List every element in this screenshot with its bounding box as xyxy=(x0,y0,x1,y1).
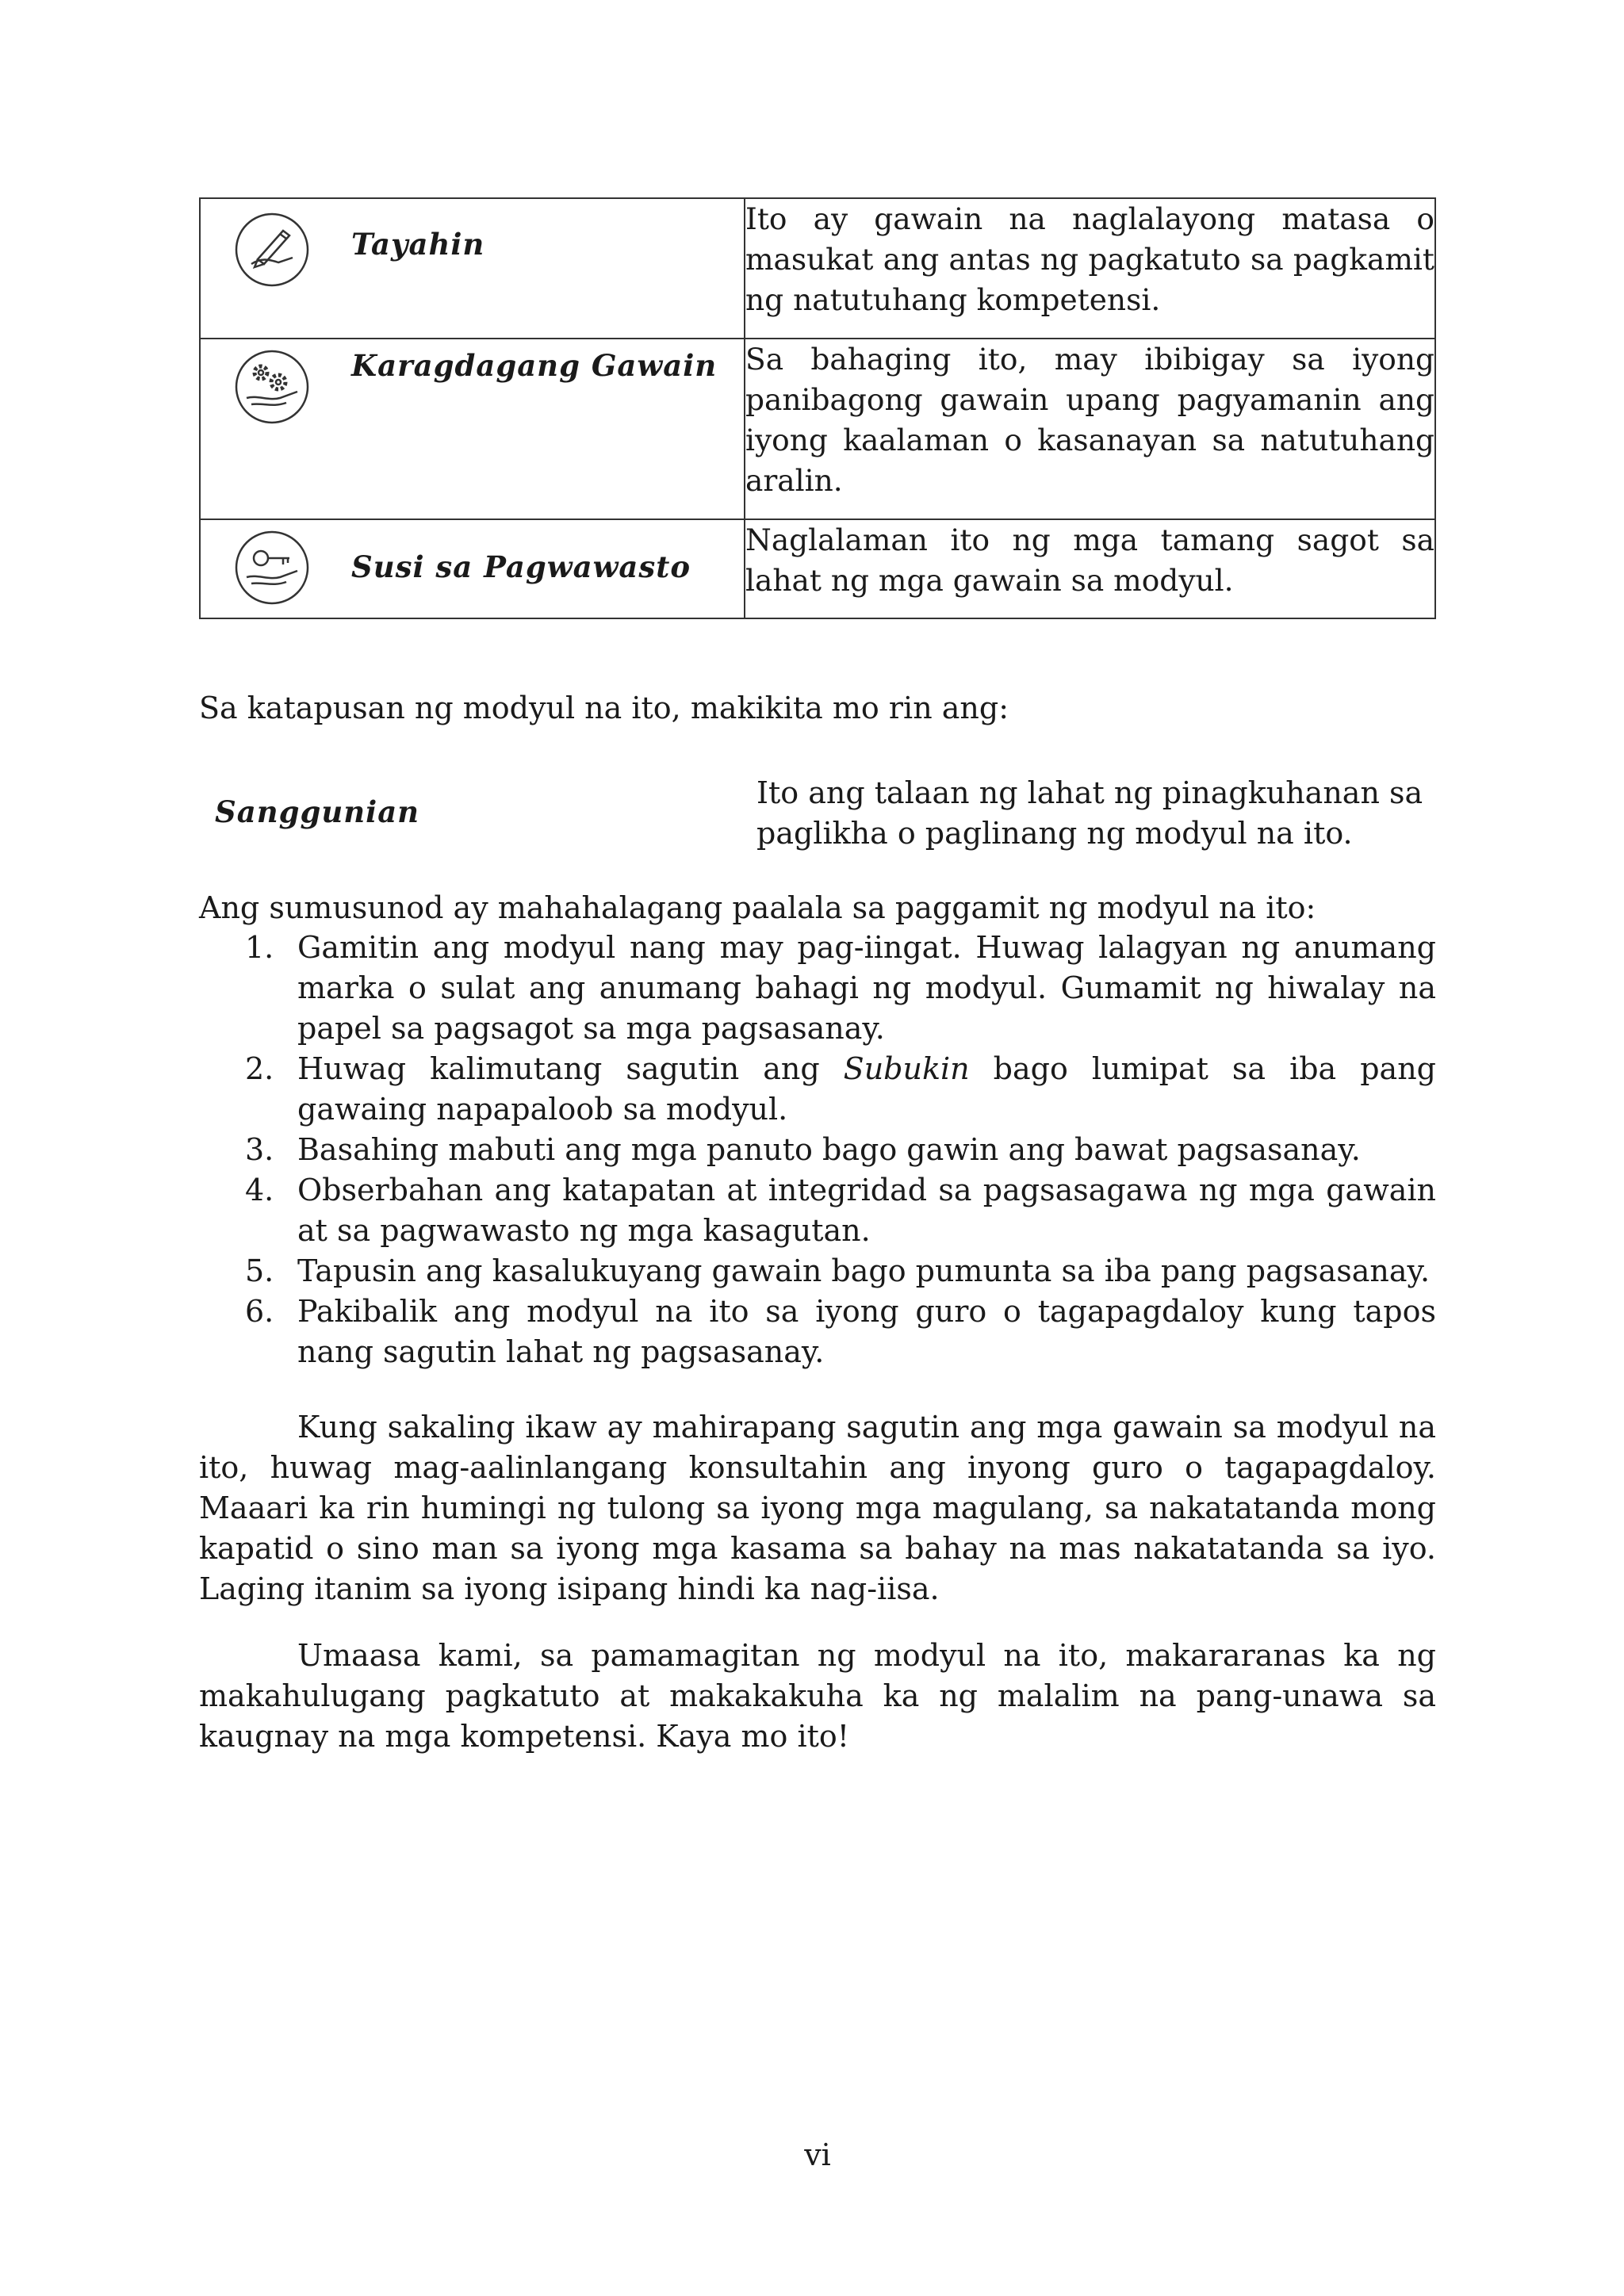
row-description: Ito ay gawain na naglalayong matasa o masukat ang antas ng pagkatuto sa pagkamit ng natutuhang kompetensi. xyxy=(745,198,1435,339)
list-text: Obserbahan ang katapatan at integridad sa pagsasagawa ng mga gawain at sa pagwawasto ng mga kasagutan. xyxy=(297,1173,1436,1248)
list-number: 2. xyxy=(245,1051,274,1086)
sanggunian-label: Sanggunian xyxy=(215,794,420,829)
list-number: 5. xyxy=(245,1253,274,1288)
list-number: 1. xyxy=(245,930,274,965)
list-item xyxy=(199,1049,1436,1130)
sanggunian-description: Ito ang talaan ng lahat ng pinagkuhanan sa paglikha o paglinang ng modyul na ito. xyxy=(756,775,1423,851)
list-text: bago lumipat sa iba pang gawaing napapaloob sa modyul. xyxy=(297,1051,1436,1127)
gears-hand-icon xyxy=(234,349,310,425)
list-number: 3. xyxy=(245,1132,274,1167)
table-row xyxy=(200,519,1435,618)
list-item xyxy=(199,928,1436,1049)
list-text: Huwag kalimutang sagutin ang xyxy=(297,1051,844,1086)
reminders-intro-text: Ang sumusunod ay mahahalagang paalala sa paggamit ng modyul na ito: xyxy=(199,890,1316,925)
list-text: Basahing mabuti ang mga panuto bago gawin ang bawat pagsasanay. xyxy=(297,1132,1361,1167)
row-label: Tayahin xyxy=(351,227,485,262)
reminders-list xyxy=(199,928,1436,1372)
subukin-emphasis: Subukin xyxy=(843,1051,970,1086)
list-number: 4. xyxy=(245,1173,274,1207)
row-label: Susi sa Pagwawasto xyxy=(351,549,691,584)
row-label: Karagdagang Gawain xyxy=(351,348,718,383)
list-item xyxy=(199,1130,1436,1170)
list-item xyxy=(199,1251,1436,1292)
list-number: 6. xyxy=(245,1294,274,1329)
page-number: vi xyxy=(804,2137,831,2172)
pen-hand-icon xyxy=(234,212,310,288)
row-description: Sa bahaging ito, may ibibigay sa iyong panibagong gawain upang pagyamanin ang iyong kaalaman o kasanayan sa natutuhang aralin. xyxy=(745,339,1435,519)
list-text: Gamitin ang modyul nang may pag-iingat. Huwag lalagyan ng anumang marka o sulat ang anumang bahagi ng modyul. Gumamit ng hiwalay na papel sa pagsagot sa mga pagsasanay. xyxy=(297,930,1436,1046)
list-item xyxy=(199,1170,1436,1251)
key-hand-icon xyxy=(234,530,310,606)
help-paragraph: Kung sakaling ikaw ay mahirapang sagutin ang mga gawain sa modyul na ito, huwag mag-aalinlangang konsultahin ang inyong guro o tagapagdaloy. Maaari ka rin humingi ng tulong sa iyong mga magulang, sa nakatatanda mong kapatid o sino man sa iyong mga kasama sa bahay na mas nakatatanda sa iyo. Laging itanim sa iyong isipang hindi ka nag-iisa. xyxy=(199,1410,1436,1606)
closing-paragraph: Umaasa kami, sa pamamagitan ng modyul na ito, makararanas ka ng makahulugang pagkatuto at makakakuha ka ng malalim na pang-unawa sa kaugnay na mga kompetensi. Kaya mo ito! xyxy=(199,1638,1436,1754)
table-row xyxy=(200,339,1435,519)
row-description: Naglalaman ito ng mga tamang sagot sa lahat ng mga gawain sa modyul. xyxy=(745,519,1435,618)
list-text: Tapusin ang kasalukuyang gawain bago pumunta sa iba pang pagsasanay. xyxy=(297,1253,1431,1288)
end-intro-text: Sa katapusan ng modyul na ito, makikita mo rin ang: xyxy=(199,691,1009,725)
list-text: Pakibalik ang modyul na ito sa iyong guro o tagapagdaloy kung tapos nang sagutin lahat ng pagsasanay. xyxy=(297,1294,1436,1369)
icon-legend-table xyxy=(199,197,1436,619)
list-item xyxy=(199,1292,1436,1372)
table-row xyxy=(200,198,1435,339)
